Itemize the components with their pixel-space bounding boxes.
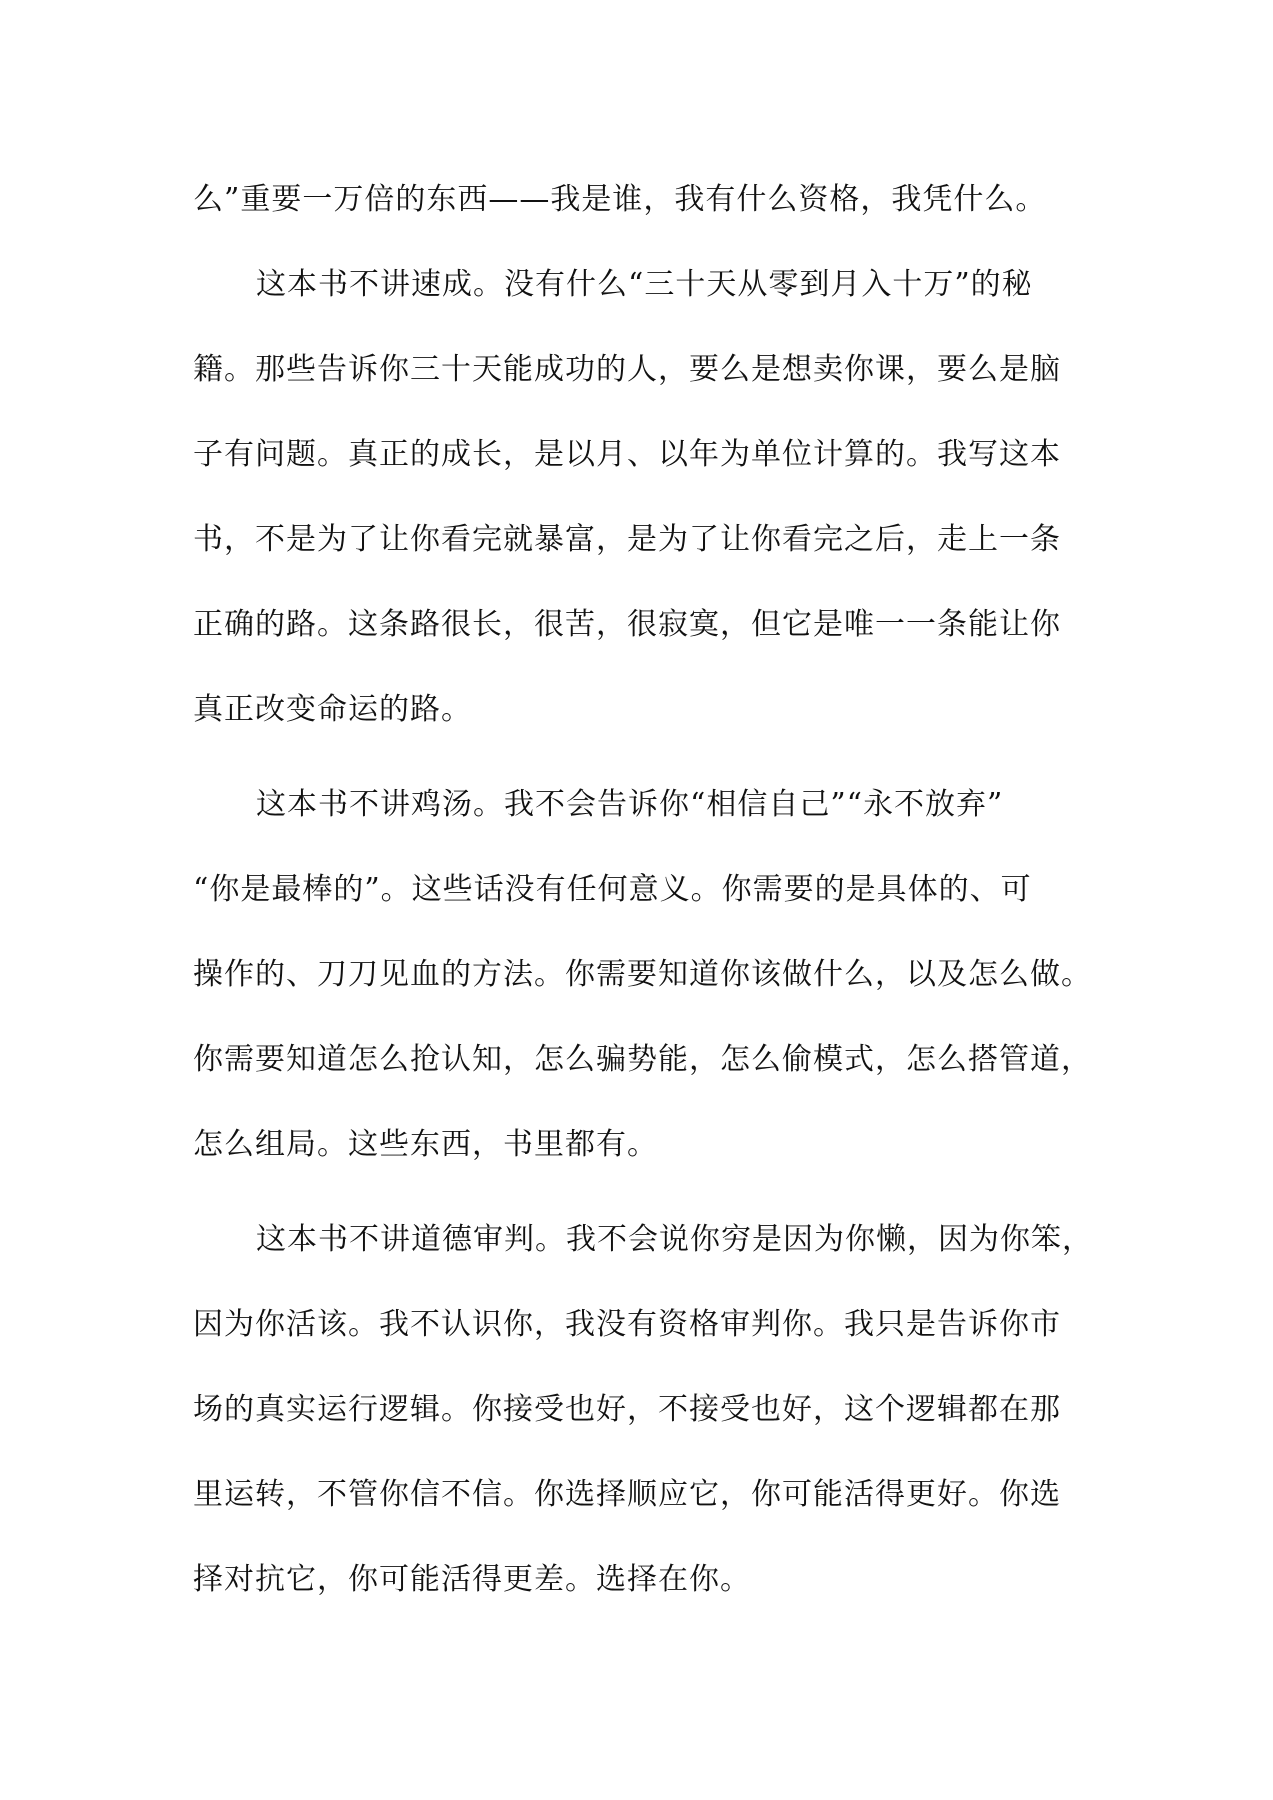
text-line: 正确的路。这条路很长，很苦，很寂寞，但它是唯一一条能让你 (193, 607, 1061, 642)
text-line: 这本书不讲速成。没有什么“三十天从零到月入十万”的秘 (256, 267, 1033, 302)
text-line: 场的真实运行逻辑。你接受也好，不接受也好，这个逻辑都在那 (193, 1392, 1061, 1427)
text-line: “你是最棒的”。这些话没有任何意义。你需要的是具体的、可 (193, 872, 1032, 907)
text-line: 这本书不讲鸡汤。我不会告诉你“相信自己”“永不放弃” (256, 787, 1004, 822)
text-line: 真正改变命运的路。 (193, 692, 472, 727)
text-line: 籍。那些告诉你三十天能成功的人，要么是想卖你课，要么是脑 (193, 352, 1061, 387)
text-line: 么”重要一万倍的东西——我是谁，我有什么资格，我凭什么。 (193, 182, 1047, 217)
text-line: 你需要知道怎么抢认知，怎么骗势能，怎么偷模式，怎么搭管道， (193, 1042, 1092, 1077)
text-line: 怎么组局。这些东西，书里都有。 (193, 1127, 658, 1162)
body-text (193, 165, 1093, 1630)
text-line: 子有问题。真正的成长，是以月、以年为单位计算的。我写这本 (193, 437, 1061, 472)
text-line: 择对抗它，你可能活得更差。选择在你。 (193, 1562, 751, 1597)
text-line: 因为你活该。我不认识你，我没有资格审判你。我只是告诉你市 (193, 1307, 1061, 1342)
text-line: 操作的、刀刀见血的方法。你需要知道你该做什么，以及怎么做。 (193, 957, 1092, 992)
text-line: 这本书不讲道德审判。我不会说你穷是因为你懒，因为你笨， (256, 1222, 1093, 1257)
text-line: 书，不是为了让你看完就暴富，是为了让你看完之后，走上一条 (193, 522, 1061, 557)
text-line: 里运转，不管你信不信。你选择顺应它，你可能活得更好。你选 (193, 1477, 1061, 1512)
